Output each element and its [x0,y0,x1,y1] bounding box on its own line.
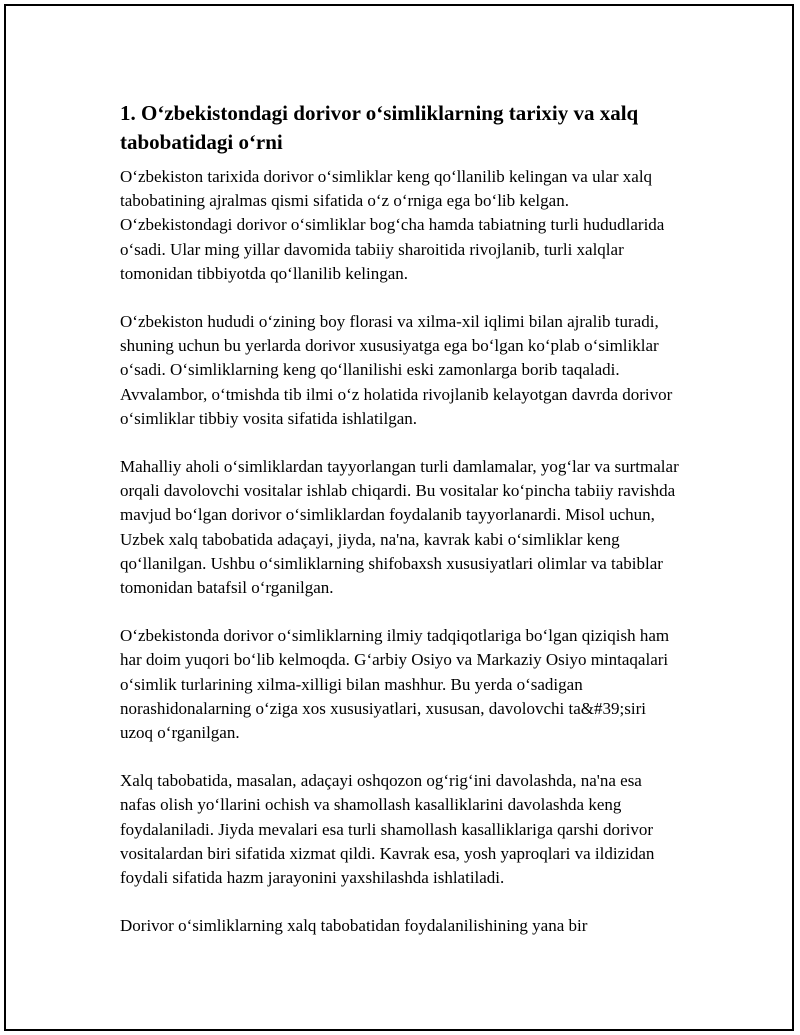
section-heading: 1. O‘zbekistondagi dorivor o‘simliklarning tarixiy va xalq tabobatidagi o‘rni [120,101,639,154]
paragraph-4: O‘zbekistonda dorivor o‘simliklarning ilmiy tadqiqotlariga bo‘lgan qiziqish ham har doim yuqori bo‘lib kelmoqda. G‘arbiy Osiyo va Markaziy Osiyo mintaqalari o‘simlik turlarining xilma-xilligi bilan mashhur. Bu yerda o‘sadigan norashidonalarning o‘ziga xos xususiyatlari, xususan, davolovchi ta&#39;siri uzoq o‘rganilgan. [120,626,670,743]
paragraph-1: O‘zbekiston tarixida dorivor o‘simliklar keng qo‘llanilib kelingan va ular xalq tabobatining ajralmas qismi sifatida o‘z o‘rniga ega bo‘lib kelgan. O‘zbekistondagi dorivor o‘simliklar bog‘cha hamda tabiatning turli hududlarida o‘sadi. Ular ming yillar davomida tabiiy sharoitida rivojlanib, turli xalqlar tomonidan tibbiyotda qo‘llanilib kelingan. [120,167,665,283]
paragraph-5: Xalq tabobatida, masalan, adaçayi oshqozon og‘rig‘ini davolashda, na'na esa nafas olish yo‘llarini ochish va shamollash kasalliklarini davolashda keng foydalaniladi. Jiyda mevalari esa turli shamollash kasalliklariga qarshi dorivor vositalardan biri sifatida xizmat qildi. Kavrak esa, yosh yaproqlari va ildizidan foydali sifatida hazm jarayonini yaxshilashda ishlatiladi. [120,771,655,888]
paragraph-6: Dorivor o‘simliklarning xalq tabobatidan foydalanilishining yana bir [120,916,588,936]
document-body [120,99,680,962]
paragraph-2: O‘zbekiston hududi o‘zining boy florasi va xilma-xil iqlimi bilan ajralib turadi, shuning uchun bu yerlarda dorivor xususiyatga ega bo‘lgan ko‘plab o‘simliklar o‘sadi. O‘simliklarning keng qo‘llanilishi eski zamonlarga borib taqaladi. Avvalambor, o‘tmishda tib ilmi o‘z holatida rivojlanib kelayotgan davrda dorivor o‘simliklar tibbiy vosita sifatida ishlatilgan. [120,312,673,428]
document-page [4,4,794,1031]
paragraph-3: Mahalliy aholi o‘simliklardan tayyorlangan turli damlamalar, yog‘lar va surtmalar orqali davolovchi vositalar ishlab chiqardi. Bu vositalar ko‘pincha tabiiy ravishda mavjud bo‘lgan dorivor o‘simliklardan foydalanib tayyorlanardi. Misol uchun, Uzbek xalq tabobatida adaçayi, jiyda, na'na, kavrak kabi o‘simliklar keng qo‘llanilgan. Ushbu o‘simliklarning shifobaxsh xususiyatlari olimlar va tabiblar tomonidan batafsil o‘rganilgan. [120,457,679,598]
